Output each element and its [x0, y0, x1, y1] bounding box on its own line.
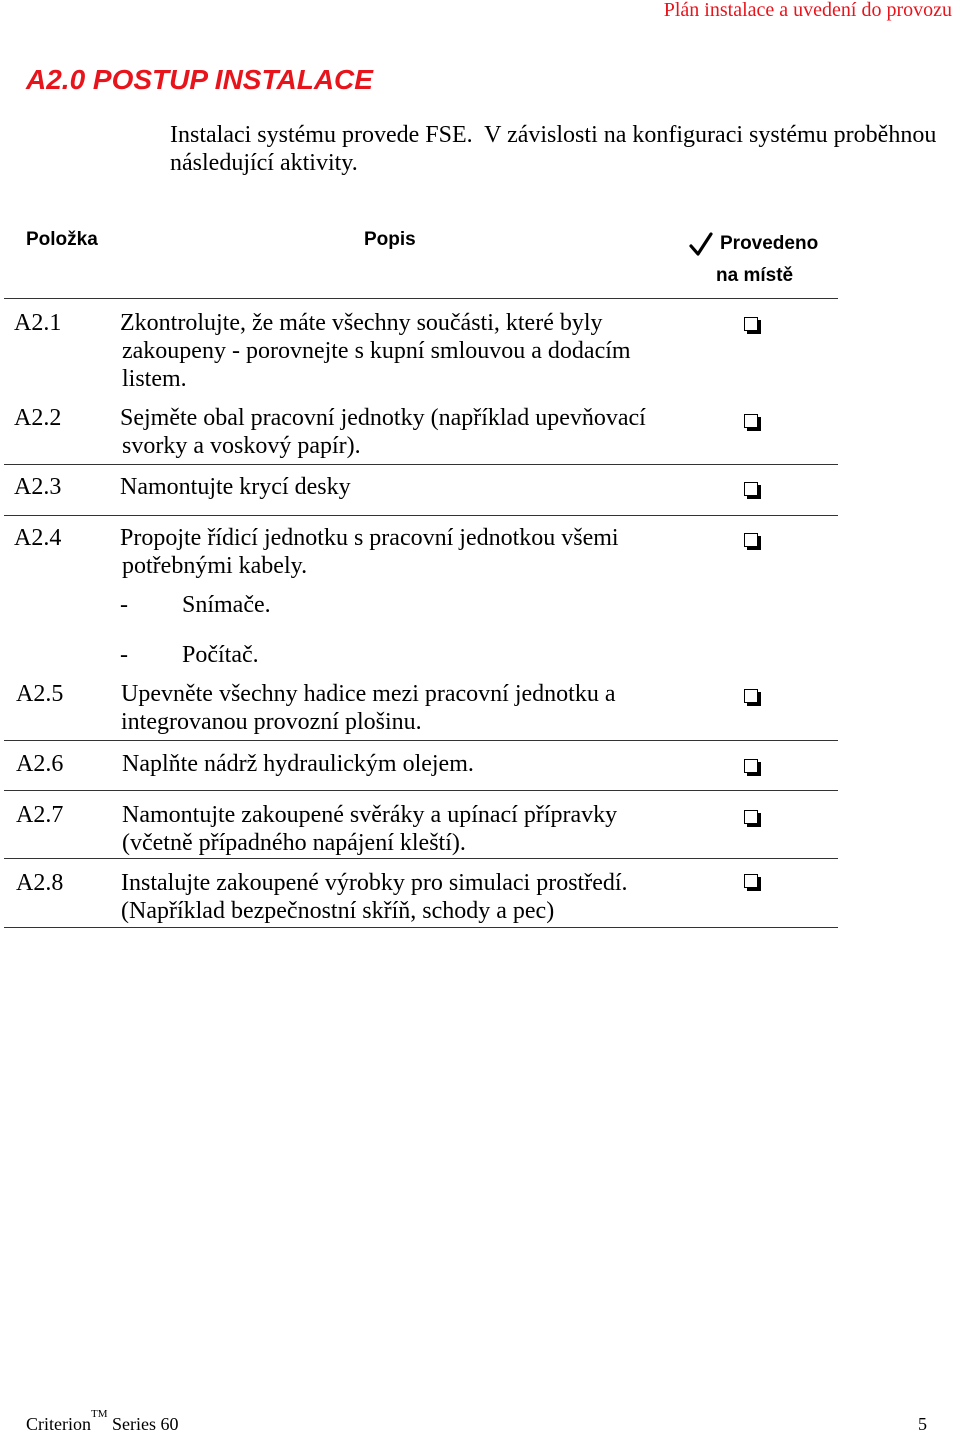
table-rule	[4, 515, 838, 516]
checklist-row-a2-2	[0, 404, 840, 459]
item-description-line: Upevněte všechny hadice mezi pracovní jednotku a	[121, 681, 616, 707]
checkbox-icon	[744, 810, 758, 824]
item-id: A2.4	[14, 525, 62, 551]
checklist-row-a2-6	[0, 750, 840, 778]
footer-product	[26, 1408, 179, 1432]
checklist-row-a2-1	[0, 309, 840, 392]
checkbox-icon	[744, 414, 758, 428]
item-description	[120, 524, 619, 668]
item-description	[122, 801, 617, 857]
item-description-line: Zkontrolujte, že máte všechny součásti, které byly	[120, 310, 603, 336]
item-id: A2.8	[16, 870, 64, 896]
intro-paragraph	[170, 121, 936, 177]
item-description-line: Propojte řídicí jednotku s pracovní jednotkou všemi	[120, 525, 619, 551]
item-description-line: (Například bezpečnostní skříň, schody a pec)	[121, 898, 555, 924]
item-id: A2.2	[14, 405, 62, 431]
checklist-row-a2-5	[0, 680, 840, 735]
item-description-line: svorky a voskový papír).	[122, 433, 361, 459]
column-header-description: Popis	[364, 229, 416, 250]
checklist-row-a2-4	[0, 524, 840, 668]
checkmark-icon	[689, 231, 713, 257]
checklist-row-a2-8	[0, 869, 840, 924]
item-description-line: listem.	[122, 366, 187, 392]
running-header: Plán instalace a uvedení do provozu	[663, 0, 952, 21]
item-description	[120, 473, 351, 501]
item-description-line: potřebnými kabely.	[122, 553, 308, 579]
section-title: A2.0 POSTUP INSTALACE	[26, 64, 373, 95]
column-header-done: Provedeno	[720, 233, 819, 254]
intro-line: Instalaci systému provede FSE. V závislosti na konfiguraci systému proběhnou	[170, 122, 937, 148]
item-description	[121, 869, 628, 925]
intro-line: následující aktivity.	[170, 150, 358, 176]
checkbox-icon	[744, 874, 758, 888]
item-description-line: Namontujte krycí desky	[120, 474, 351, 500]
item-description	[120, 404, 646, 460]
checkbox-icon	[744, 317, 758, 331]
column-header-done-sub: na místě	[716, 265, 794, 286]
item-id: A2.6	[16, 751, 64, 777]
item-description-line: integrovanou provozní plošinu.	[121, 709, 422, 735]
checkbox-icon	[744, 759, 758, 773]
sub-item-text: Snímače.	[182, 592, 271, 618]
table-rule	[4, 740, 838, 741]
footer-product-name: Criterion	[26, 1414, 91, 1432]
table-rule	[4, 464, 838, 465]
item-description	[121, 680, 615, 736]
trademark-mark: TM	[91, 1408, 108, 1420]
table-rule	[4, 927, 838, 928]
column-header-item: Položka	[26, 229, 98, 250]
item-description-line: Instalujte zakoupené výrobky pro simulaci prostředí.	[121, 870, 628, 896]
checkbox-icon	[744, 482, 758, 496]
footer-series: Series 60	[112, 1414, 179, 1432]
item-id: A2.5	[16, 681, 64, 707]
item-description-line: (včetně případného napájení kleští).	[122, 830, 466, 856]
item-description-line: Sejměte obal pracovní jednotky (například upevňovací	[120, 405, 646, 431]
page-number: 5	[918, 1414, 927, 1432]
checkbox-icon	[744, 689, 758, 703]
item-id: A2.3	[14, 474, 62, 500]
item-description-line: zakoupeny - porovnejte s kupní smlouvou a dodacím	[122, 338, 631, 364]
checklist-row-a2-7	[0, 801, 840, 856]
item-id: A2.7	[16, 802, 64, 828]
item-description-line: Naplňte nádrž hydraulickým olejem.	[122, 751, 474, 777]
checkbox-icon	[744, 533, 758, 547]
item-description-line: Namontujte zakoupené svěráky a upínací přípravky	[122, 802, 618, 828]
checklist-row-a2-3	[0, 473, 840, 501]
sub-item-bullet: -	[120, 592, 128, 618]
item-description	[120, 309, 631, 393]
item-description	[122, 750, 474, 778]
table-rule	[4, 298, 838, 299]
sub-item-bullet: -	[120, 642, 128, 668]
sub-item-text: Počítač.	[182, 642, 259, 668]
table-rule	[4, 858, 838, 859]
table-rule	[4, 790, 838, 791]
item-id: A2.1	[14, 310, 62, 336]
